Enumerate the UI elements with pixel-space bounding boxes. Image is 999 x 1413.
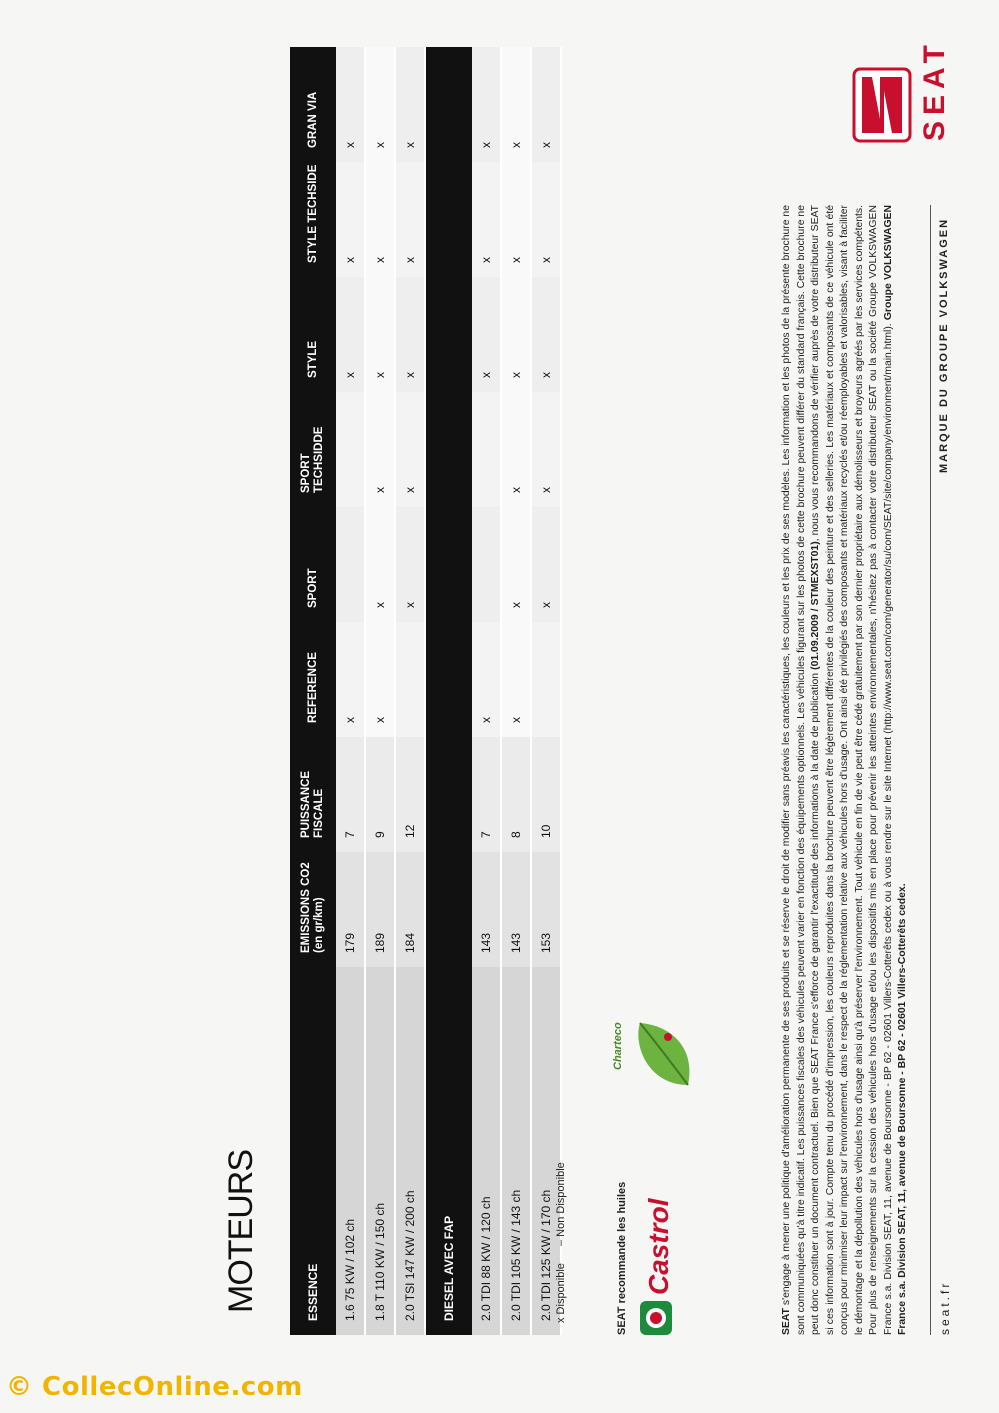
seat-logo-text: SEAT xyxy=(918,39,951,141)
table-header xyxy=(290,47,336,1335)
legend-not-available: – Non Disponible xyxy=(555,1162,567,1247)
legend xyxy=(555,1148,567,1323)
legend-available: x Disponible xyxy=(555,1263,567,1323)
engine-table xyxy=(290,47,562,1335)
col-style: STYLE xyxy=(290,277,336,392)
footer-group: MARQUE DU GROUPE VOLKSWAGEN xyxy=(938,217,950,473)
castrol-logo-text: Castrol xyxy=(643,1198,674,1295)
table-row: 2.0 TDI 125 KW / 170 ch 153 10 x x x x x xyxy=(531,47,561,1335)
charteco-label: Charteco xyxy=(612,1022,624,1070)
col-essence: ESSENCE xyxy=(290,967,336,1335)
watermark: © CollecOnline.com xyxy=(6,1372,303,1402)
seat-logo-icon xyxy=(852,9,952,149)
table-row: 2.0 TDI 105 KW / 143 ch 143 8 x x x x x x xyxy=(501,47,531,1335)
page-title: MOTEURS xyxy=(222,1150,260,1313)
table-row: 1.8 T 110 KW / 150 ch 189 9 x x x x x x xyxy=(365,47,395,1335)
col-sport-techside: SPORT TECHSIDDE xyxy=(290,392,336,507)
footer-site: seat.fr xyxy=(938,1280,952,1335)
sponsors xyxy=(610,735,770,1335)
col-style-techside: STYLE TECHSIDE xyxy=(290,162,336,277)
col-reference: REFERENCE xyxy=(290,622,336,737)
table-row: 1.6 75 KW / 102 ch 179 7 x x x x xyxy=(336,47,365,1335)
table-row: 2.0 TSI 147 KW / 200 ch 184 12 x x x x x xyxy=(395,47,425,1335)
col-gran-via: GRAN VIA xyxy=(290,47,336,162)
diesel-section-header: DIESEL AVEC FAP xyxy=(425,47,472,1335)
castrol-label: SEAT recommande les huiles xyxy=(616,1181,628,1335)
table-row: 2.0 TDI 88 KW / 120 ch 143 7 x x x x xyxy=(472,47,501,1335)
leaf-icon xyxy=(628,1015,708,1095)
castrol-logo-icon xyxy=(636,1185,676,1335)
col-fiscal: PUISSANCE FISCALE xyxy=(290,737,336,852)
legal-text: SEAT s'engage à mener une politique d'amélioration permanente de ses produits et se réserve le droit de modifier sans préavis les caractéristiques, les couleurs et les prix de ses modèles. Les information et les photos de la présente brochure ne sont communiquées qu'à titre indicatif. Les puissances fiscales des véhicules peuvent varier en fonction des équipements optionnels. Les véhicules figurant sur les photos de cette brochure peuvent différer du standard français. Cette brochure ne peut donc constituer un document contractuel. Bien que SEAT France s'efforce de garantir l'exactitude des informations à la date de publication (01.09.2009 / STMEXST01), nous vous recommandons de vérifier auprès de votre distributeur SEAT si ces information sont à jour. Compte tenu du procédé d'impression, les couleurs reproduites dans la brochure peuvent être légèrement différentes de la couleur des peinture et des selleries. Les matériaux et composants de ce véhicule ont été conçus pour minimiser leur impact sur l'environnement, dans le respect de la réglementation relative aux véhicules hors d'usage. Ont ainsi été privilégiés des composants et matériaux recyclés et/ou réemployables et valorisables, visant à faciliter le démontage et la dépollution des véhicules hors d'usage ainsi qu'à préserver l'environnement. Tout véhicule en fin de vie peut être cédé gratuitement par son dernier propriétaire aux démolisseurs et broyeurs agréés par les services compétents. Pour plus de renseignements sur la cession des véhicules hors d'usage et/ou les dispositifs mis en place pour prévenir les atteintes environnementales, n'hésitez pas à contacter votre distributeur SEAT ou la société Groupe VOLKSWAGEN France s.a. Division SEAT, 11, avenue de Boursonne - BP 62 - 02601 Villers-Cotterêts cedex ou à vous rendre sur le site Internet (http://www.seat.com/com/generator/su/com/SEAT/site/company/environment/main.html). Groupe VOLKSWAGEN France s.a. Division SEAT, 11, avenue de Boursonne - BP 62 - 02601 Villers-Cotterêts cedex. xyxy=(781,204,908,1335)
col-sport: SPORT xyxy=(290,507,336,622)
footer-divider xyxy=(930,205,931,1335)
col-co2: EMISSIONS CO2 (en gr/km) xyxy=(290,852,336,967)
